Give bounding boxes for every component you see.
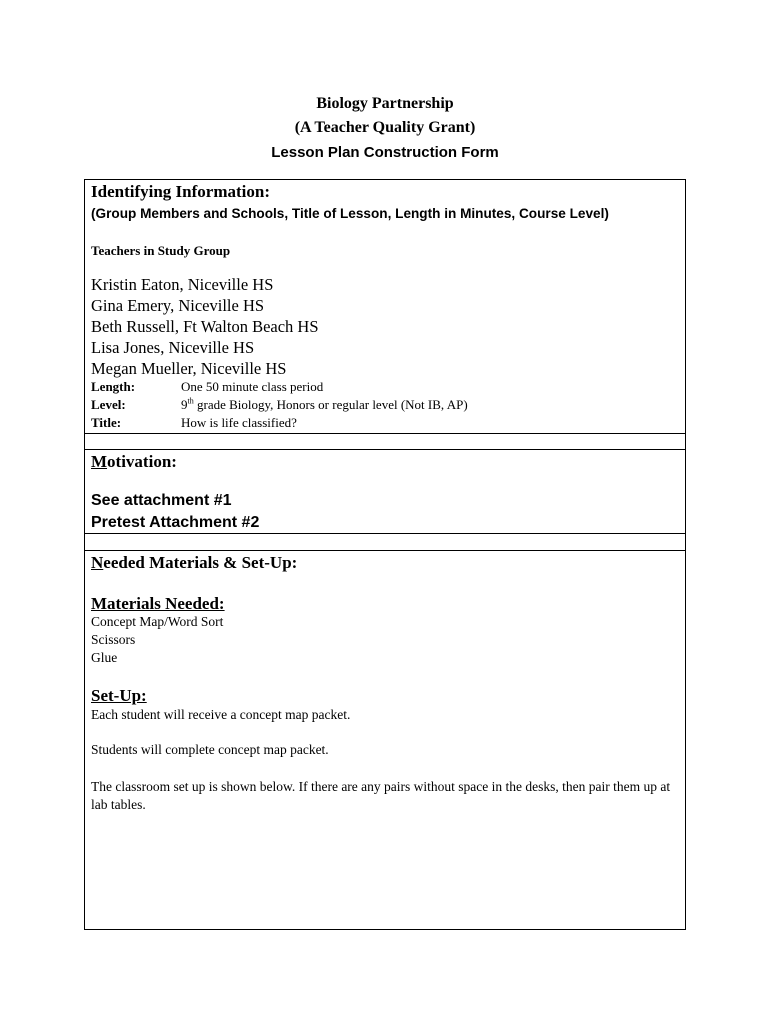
length-value: One 50 minute class period	[181, 379, 324, 394]
divider	[85, 433, 685, 434]
motivation-title-initial: M	[91, 452, 108, 471]
divider	[85, 533, 685, 534]
setup-line: Each student will receive a concept map packet.	[91, 707, 351, 722]
motivation-title	[91, 452, 177, 472]
teacher-entry: Lisa Jones, Niceville HS	[91, 338, 255, 357]
materials-title	[91, 553, 297, 573]
setup-line: Students will complete concept map packet.	[91, 742, 329, 757]
length-label: Length:	[91, 379, 136, 394]
attachment-2: Pretest Attachment #2	[91, 514, 260, 531]
level-value	[181, 397, 468, 413]
level-grade-suffix: th	[187, 396, 194, 406]
title-label: Title:	[91, 415, 122, 430]
divider	[85, 449, 685, 450]
divider	[85, 550, 685, 551]
material-item: Glue	[91, 650, 118, 665]
identifying-info-subtitle: (Group Members and Schools, Title of Lesson, Length in Minutes, Course Level)	[91, 206, 609, 221]
material-item: Concept Map/Word Sort	[91, 614, 224, 629]
lesson-plan-form	[84, 179, 686, 930]
materials-title-initial: N	[91, 553, 104, 572]
materials-title-rest: eeded Materials & Set-Up:	[103, 553, 298, 572]
level-description: grade Biology, Honors or regular level (Not IB, AP)	[193, 397, 468, 412]
motivation-title-rest: otivation:	[107, 452, 177, 471]
heading-form-title: Lesson Plan Construction Form	[271, 144, 499, 161]
teacher-entry: Beth Russell, Ft Walton Beach HS	[91, 317, 319, 336]
materials-needed-heading: Materials Needed:	[91, 594, 225, 613]
identifying-info-title: Identifying Information:	[91, 182, 270, 201]
teacher-entry: Kristin Eaton, Niceville HS	[91, 275, 274, 294]
setup-heading: Set-Up:	[91, 686, 147, 705]
title-value: How is life classified?	[181, 415, 297, 430]
attachment-1: See attachment #1	[91, 492, 232, 509]
setup-paragraph: The classroom set up is shown below. If there are any pairs without space in the desks, then pair them up at lab tables.	[91, 779, 671, 812]
heading-grant-name: (A Teacher Quality Grant)	[294, 119, 476, 136]
level-label: Level:	[91, 397, 126, 412]
material-item: Scissors	[91, 632, 136, 647]
level-grade-number: 9	[181, 397, 188, 412]
heading-program-name: Biology Partnership	[316, 95, 454, 112]
teacher-entry: Megan Mueller, Niceville HS	[91, 359, 287, 378]
teachers-label: Teachers in Study Group	[91, 243, 231, 258]
teacher-entry: Gina Emery, Niceville HS	[91, 296, 265, 315]
